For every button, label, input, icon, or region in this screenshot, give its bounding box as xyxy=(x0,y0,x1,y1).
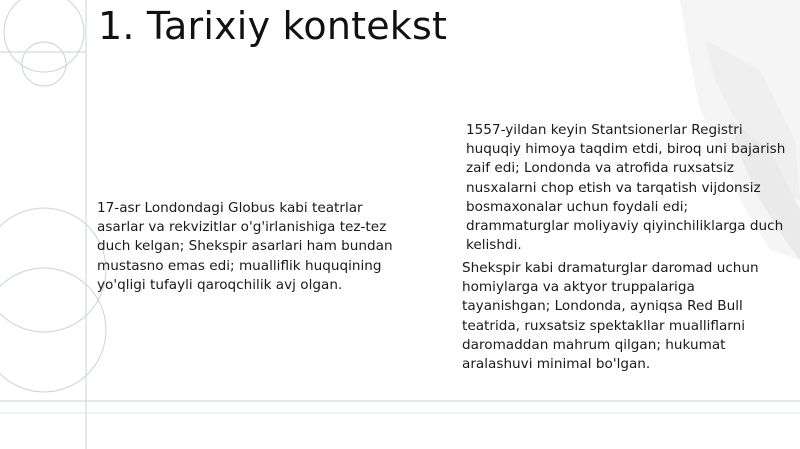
right-paragraph-2: Shekspir kabi dramaturglar daromad uchun homiylarga va aktyor truppalariga tayanishgan; Londonda, ayniqsa Red Bull teatrida, ruxsatsiz spektakllar mualliflarni daromaddan mahrum qilgan; hukumat aralashuvi minimal bo'lgan. xyxy=(462,260,759,373)
deco-arc-2 xyxy=(0,268,106,392)
deco-arc-1 xyxy=(0,208,106,332)
left-paragraph: 17-asr Londondagi Globus kabi teatrlar asarlar va rekvizitlar o'g'irlanishiga tez-tez duch kelgan; Shekspir asarlari ham bundan mustasno emas edi; mualliflik huquqining yo'qligi tufayli qaroqchilik avj olgan. xyxy=(97,200,393,293)
page-title: 1. Tarixiy kontekst xyxy=(98,4,448,48)
deco-circle-small xyxy=(22,42,66,86)
right-paragraph-1: 1557-yildan keyin Stantsionerlar Registri huquqiy himoya taqdim etdi, biroq uni bajarish zaif edi; Londonda va atrofida ruxsatsiz nusxalarni chop etish va tarqatish vijdonsiz bosmaxonalar uchun foydali edi; drammaturglar moliyaviy qiyinchiliklarga duch kelishdi. xyxy=(466,122,786,254)
deco-circle-large xyxy=(4,0,84,72)
